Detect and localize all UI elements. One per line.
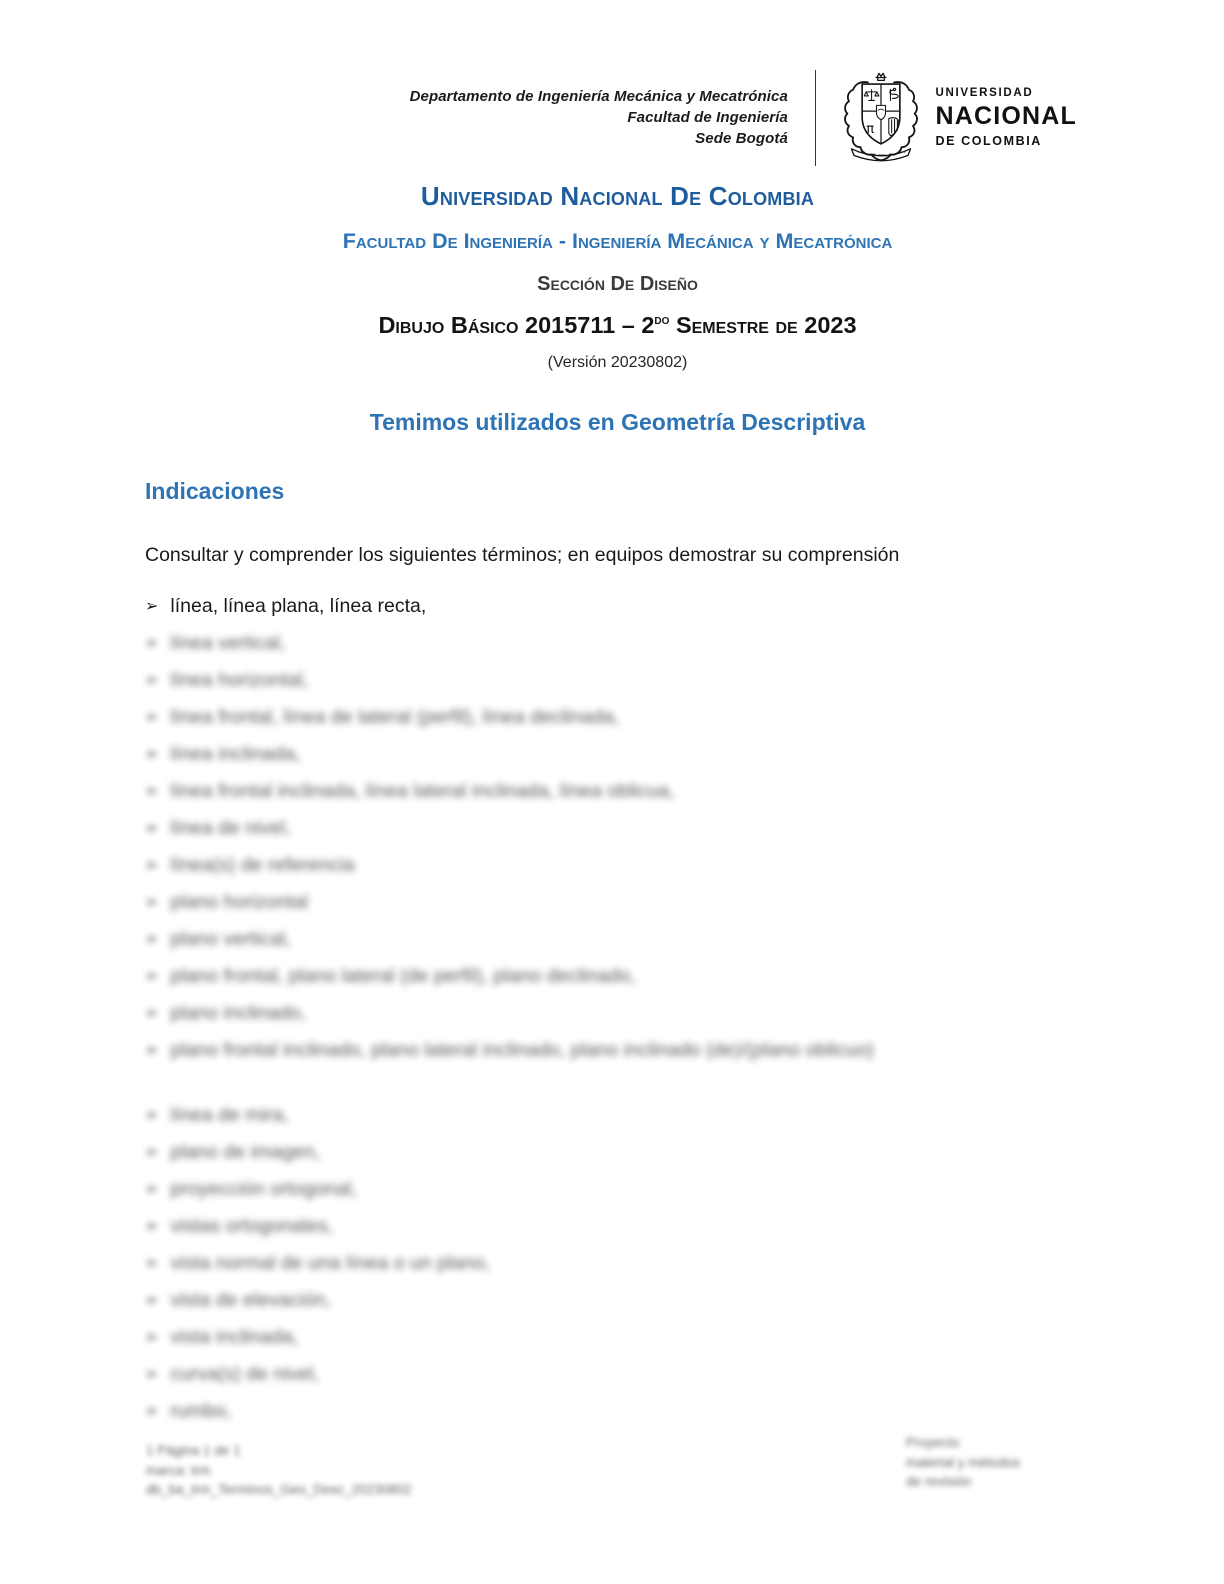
arrow-bullet-icon: ➢ bbox=[145, 1218, 159, 1235]
term-text: línea de mira, bbox=[170, 1104, 289, 1126]
department-line: Departamento de Ingeniería Mecánica y Mecatrónica bbox=[409, 88, 788, 105]
term-item bbox=[145, 927, 1124, 952]
term-text: rumbo, bbox=[170, 1400, 232, 1422]
term-item bbox=[145, 705, 1124, 730]
arrow-bullet-icon: ➢ bbox=[145, 783, 159, 800]
title-block bbox=[0, 181, 1224, 372]
footer-right-block bbox=[906, 1433, 1020, 1492]
term-text: plano frontal, plano lateral (de perfil), plano declinado, bbox=[170, 965, 636, 987]
term-text: línea, línea plana, línea recta, bbox=[170, 595, 427, 617]
term-item bbox=[145, 742, 1124, 767]
arrow-bullet-icon: ➢ bbox=[145, 709, 159, 726]
arrow-bullet-icon: ➢ bbox=[145, 968, 159, 985]
header-divider bbox=[815, 70, 817, 166]
wordmark-nacional: NACIONAL bbox=[935, 102, 1077, 130]
wordmark-de-colombia: DE COLOMBIA bbox=[935, 134, 1042, 148]
document-title: Temimos utilizados en Geometría Descriptiva bbox=[369, 409, 866, 435]
term-item bbox=[145, 1214, 1124, 1239]
wordmark-universidad: UNIVERSIDAD bbox=[935, 87, 1034, 99]
faculty-line: Facultad de Ingeniería bbox=[627, 109, 788, 126]
term-item bbox=[145, 1001, 1124, 1026]
intro-paragraph: Consultar y comprender los siguientes términos; en equipos demostrar su comprensión bbox=[145, 544, 900, 566]
unal-crest-logo bbox=[840, 70, 922, 167]
course-title-ordinal: do bbox=[654, 312, 670, 328]
department-text-block bbox=[410, 86, 788, 149]
term-item bbox=[145, 1325, 1124, 1350]
term-item bbox=[145, 1177, 1124, 1202]
arrow-bullet-icon: ➢ bbox=[145, 857, 159, 874]
arrow-bullet-icon: ➢ bbox=[145, 1042, 159, 1059]
term-text: línea(s) de referencia bbox=[170, 854, 355, 876]
term-item bbox=[145, 816, 1124, 841]
footer-line: db_ba_trm_Terminos_Geo_Desc_20230802 bbox=[146, 1482, 412, 1497]
term-item bbox=[145, 631, 1124, 656]
course-title-part2: Semestre de 2023 bbox=[669, 312, 857, 338]
unal-wordmark bbox=[935, 87, 1077, 148]
term-item bbox=[145, 890, 1124, 915]
faculty-title: Facultad De Ingeniería - Ingeniería Mecánica y Mecatrónica bbox=[342, 229, 893, 253]
footer-left-block bbox=[146, 1441, 412, 1500]
term-item bbox=[145, 1140, 1124, 1165]
term-text: línea vertical, bbox=[170, 632, 286, 654]
arrow-bullet-icon: ➢ bbox=[145, 1403, 159, 1420]
footer-line: marca: trm bbox=[146, 1462, 211, 1478]
term-text: curva(s) de nivel, bbox=[170, 1363, 319, 1385]
term-item bbox=[145, 964, 1124, 989]
term-item bbox=[145, 668, 1124, 693]
arrow-bullet-icon: ➢ bbox=[145, 672, 159, 689]
section-heading-indicaciones: Indicaciones bbox=[145, 478, 285, 504]
term-item bbox=[145, 1288, 1124, 1313]
term-item bbox=[145, 1399, 1124, 1424]
term-text: vista normal de una línea o un plano, bbox=[170, 1252, 491, 1274]
arrow-bullet-icon: ➢ bbox=[145, 894, 159, 911]
footer-line: material y métodos bbox=[906, 1454, 1021, 1470]
course-title-part1: Dibujo Básico 2015711 – 2 bbox=[378, 312, 655, 338]
term-text: plano frontal inclinado, plano lateral inclinado, plano inclinado (de)/(plano oblicuo) bbox=[170, 1039, 874, 1061]
svg-text:π: π bbox=[866, 122, 875, 138]
term-item bbox=[145, 594, 1124, 619]
campus-line: Sede Bogotá bbox=[695, 130, 788, 147]
arrow-bullet-icon: ➢ bbox=[145, 1329, 159, 1346]
terms-list bbox=[145, 594, 1124, 1424]
term-text: plano vertical, bbox=[170, 928, 291, 950]
version-label: (Versión 20230802) bbox=[547, 354, 688, 371]
term-item bbox=[145, 853, 1124, 878]
term-item bbox=[145, 1103, 1124, 1128]
term-item bbox=[145, 779, 1124, 804]
arrow-bullet-icon: ➢ bbox=[145, 931, 159, 948]
term-item bbox=[145, 1251, 1124, 1276]
footer-line: de revisión bbox=[906, 1474, 972, 1489]
footer-line: 1 Página 1 de 1 bbox=[146, 1443, 241, 1458]
term-text: vista inclinada, bbox=[170, 1326, 299, 1348]
term-item bbox=[145, 1038, 1124, 1063]
course-title bbox=[145, 312, 1090, 339]
term-text: plano horizontal bbox=[170, 891, 309, 913]
arrow-bullet-icon: ➢ bbox=[145, 1181, 159, 1198]
arrow-bullet-icon: ➢ bbox=[145, 1255, 159, 1272]
term-text: proyección ortogonal, bbox=[170, 1178, 357, 1200]
arrow-bullet-icon: ➢ bbox=[145, 598, 159, 615]
arrow-bullet-icon: ➢ bbox=[145, 1292, 159, 1309]
term-item bbox=[145, 1362, 1124, 1387]
arrow-bullet-icon: ➢ bbox=[145, 746, 159, 763]
term-text: vista de elevación, bbox=[170, 1289, 331, 1311]
term-text: línea frontal, línea de lateral (perfil), línea declinada, bbox=[170, 706, 620, 728]
arrow-bullet-icon: ➢ bbox=[145, 635, 159, 652]
arrow-bullet-icon: ➢ bbox=[145, 1144, 159, 1161]
term-text: línea horizontal, bbox=[170, 669, 309, 691]
page-header bbox=[0, 0, 1224, 167]
section-title: Sección De Diseño bbox=[537, 273, 698, 295]
term-text: línea de nivel, bbox=[170, 817, 291, 839]
term-text: plano de imagen, bbox=[170, 1141, 321, 1163]
footer-line: Proyecto bbox=[906, 1435, 960, 1450]
arrow-bullet-icon: ➢ bbox=[145, 1366, 159, 1383]
arrow-bullet-icon: ➢ bbox=[145, 820, 159, 837]
arrow-bullet-icon: ➢ bbox=[145, 1107, 159, 1124]
term-text: línea frontal inclinada, línea lateral inclinada, línea oblicua, bbox=[170, 780, 675, 802]
arrow-bullet-icon: ➢ bbox=[145, 1005, 159, 1022]
term-text: línea inclinada, bbox=[170, 743, 301, 765]
university-title: Universidad Nacional De Colombia bbox=[420, 181, 815, 211]
term-text: plano inclinado, bbox=[170, 1002, 306, 1024]
term-text: vistas ortogonales, bbox=[170, 1215, 333, 1237]
